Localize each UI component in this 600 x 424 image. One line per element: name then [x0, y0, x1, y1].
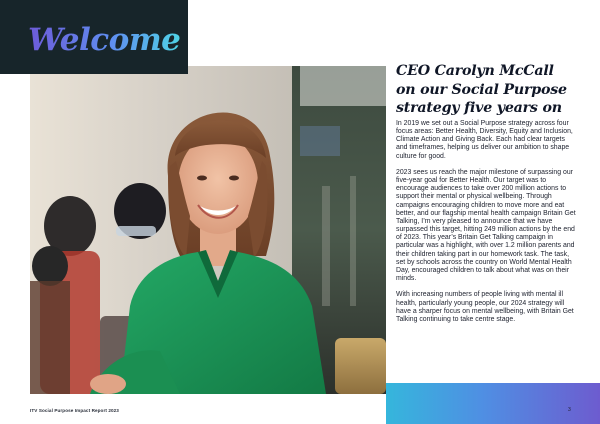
accent-gradient-bar — [386, 383, 600, 424]
body-paragraph: With increasing numbers of people living with mental ill health, particularly young people, our 2024 strategy will have a sharper focus on mental wellbeing, with Britain Get Talking continuing to take centre stage. — [396, 291, 574, 323]
body-paragraph: 2023 sees us reach the major milestone of surpassing our five-year goal for Better Health. Our target was to encourage audiences to take over 200 million actions to support their mental or physical wellbeing. Through campaigns encouraging children to move more and eat better, and our flagship mental health campaign Britain Get Talking, I’m very pleased to announce that we have surpassed this target, hitting 249 million actions by the end of 2023. This year’s Britain Get Talking campaign in particular was a highlight, with over 1.2 million parents and their children taking part in our homework task. The task, set by schools across the country on World Mental Health Day, encouraged children to talk about what was on their minds. — [396, 168, 576, 282]
report-title-footer: ITV Social Purpose Impact Report 2023 — [30, 408, 119, 413]
welcome-banner — [0, 0, 188, 74]
headline-line: CEO Carolyn McCall — [396, 63, 554, 79]
headline-line: strategy five years on — [396, 100, 562, 117]
ceo-headline — [396, 62, 586, 118]
ceo-statement-body — [396, 120, 576, 332]
headline-line: on our Social Purpose — [396, 81, 567, 98]
body-paragraph: In 2019 we set out a Social Purpose strategy across four focus areas: Better Health, Diversity, Equity and Inclusion, Climate Action and Giving Back. Each had clear targets and timeframes, helping us deliver our ambition to shape culture for good. — [396, 120, 573, 160]
page-number: 3 — [568, 407, 571, 413]
welcome-title: Welcome — [28, 22, 181, 58]
ceo-portrait-photo — [30, 66, 386, 394]
